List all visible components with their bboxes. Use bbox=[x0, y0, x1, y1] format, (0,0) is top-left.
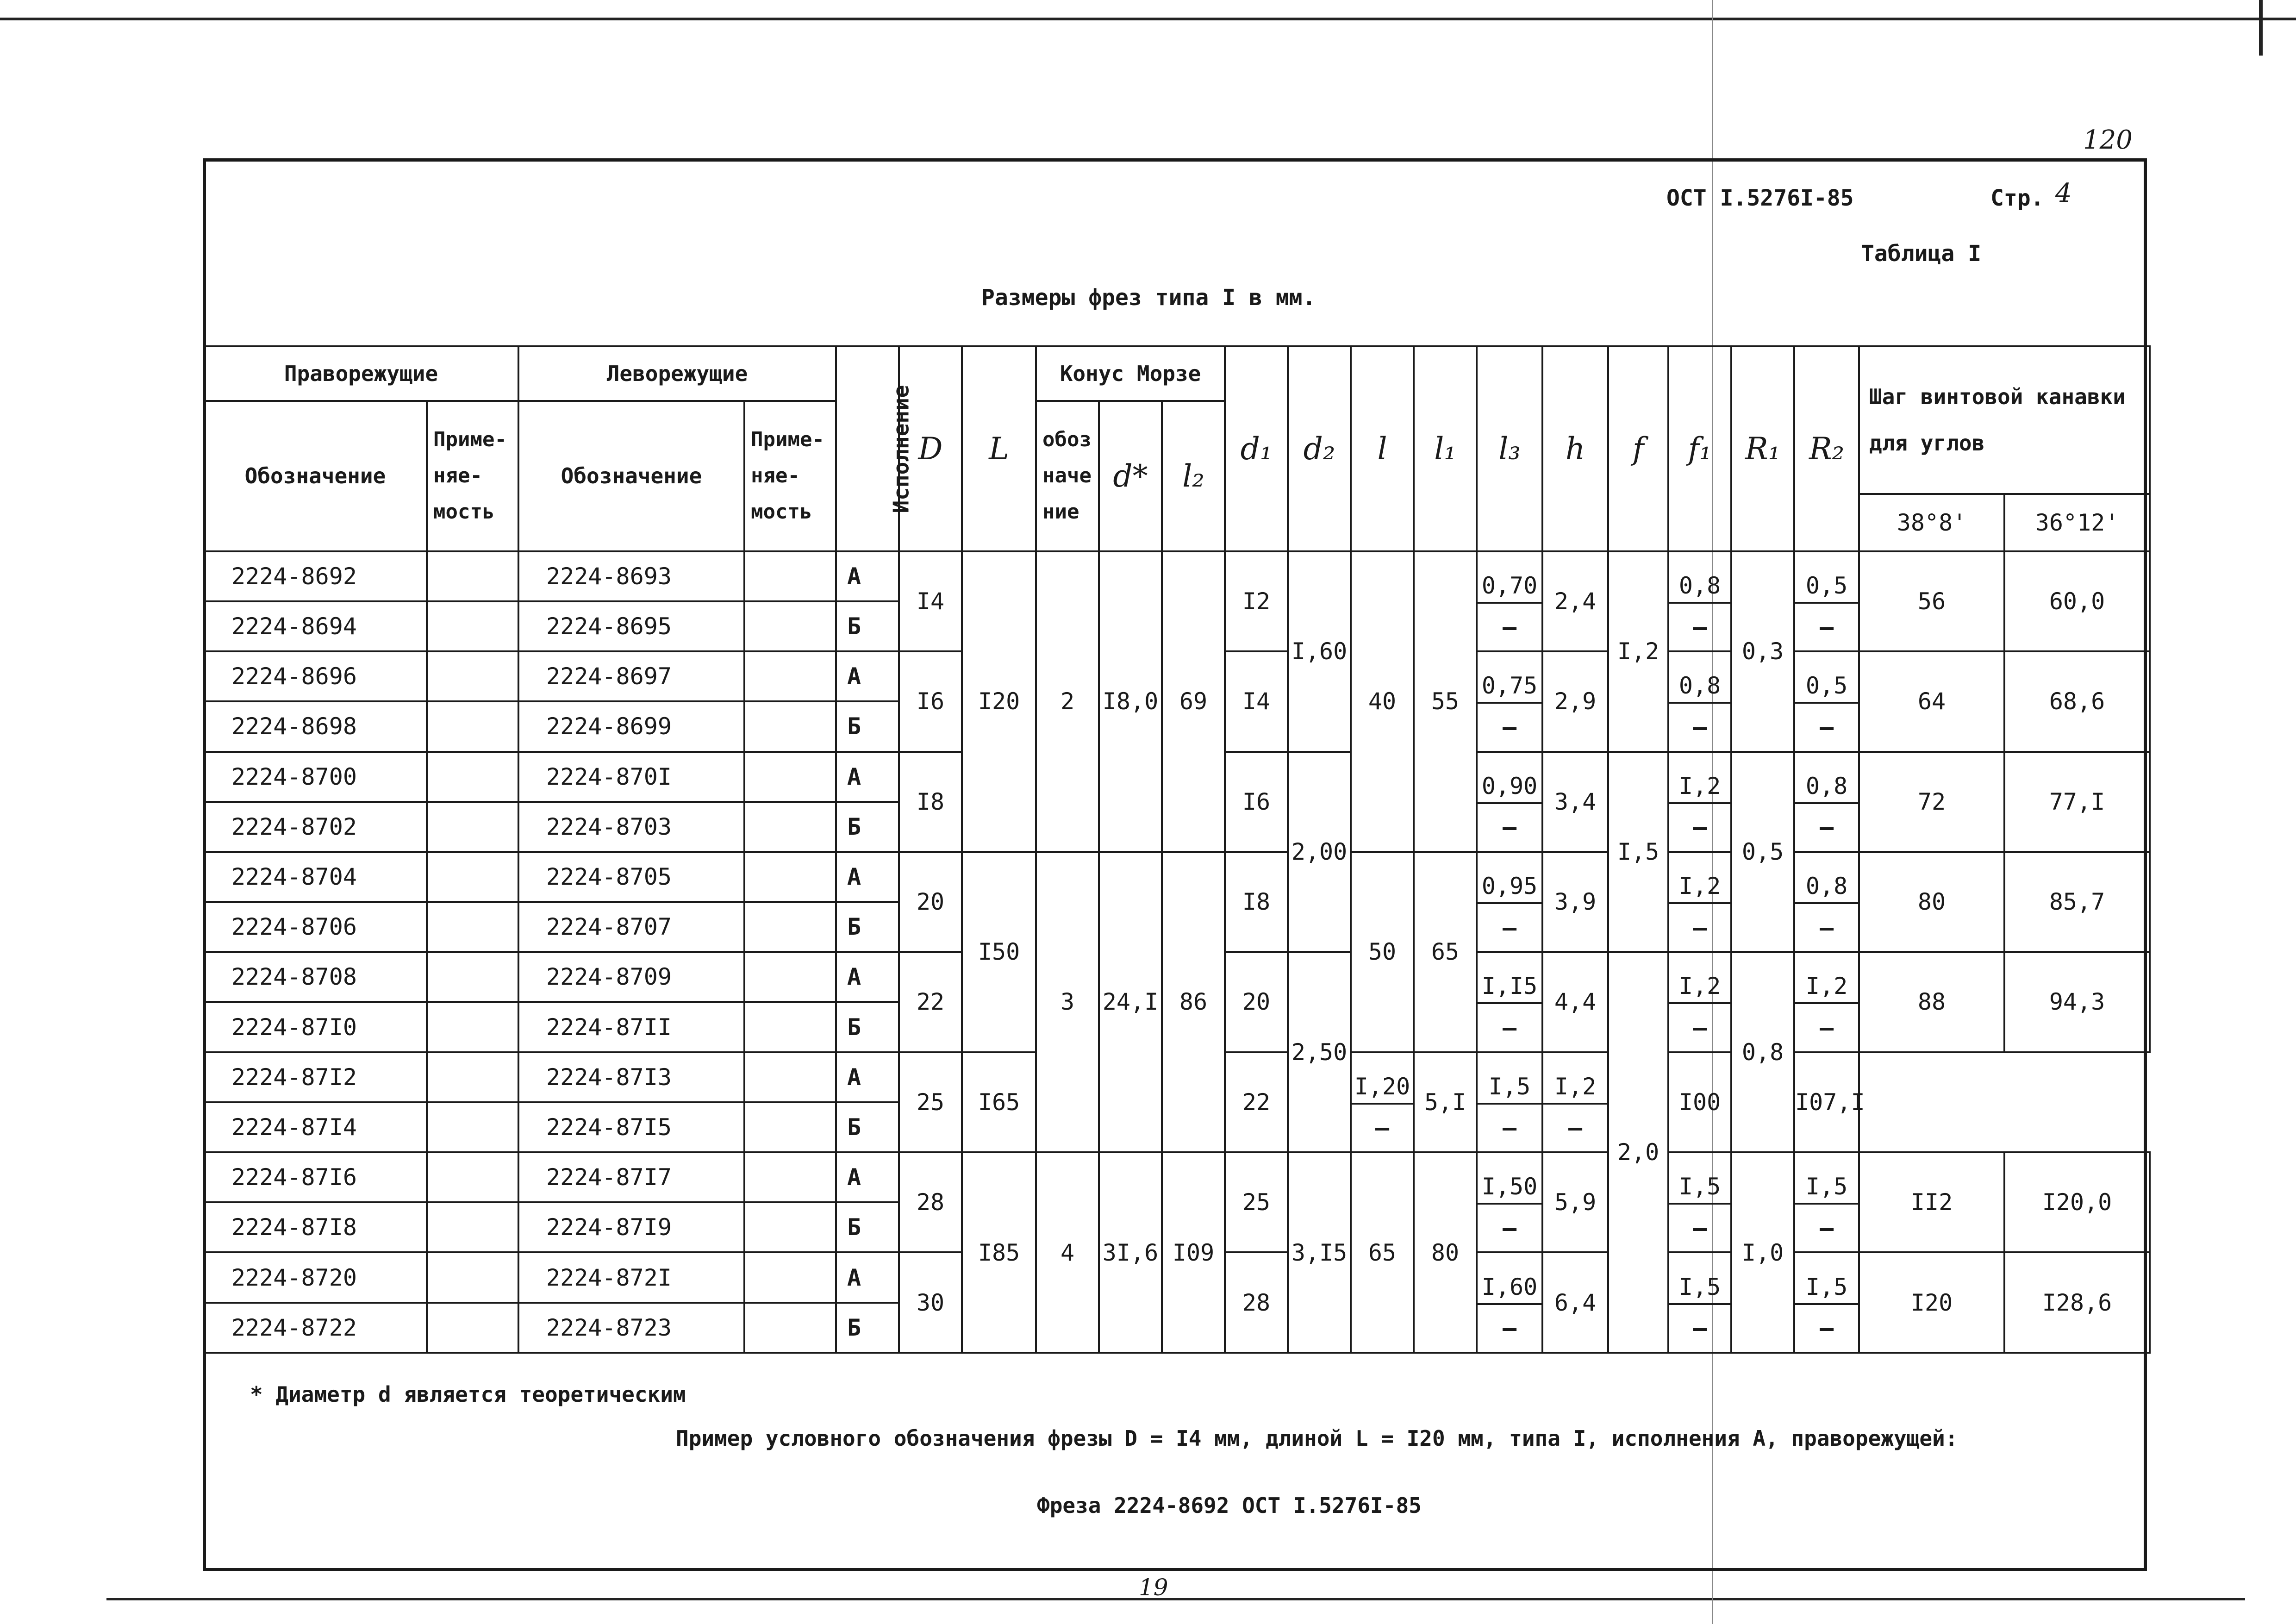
value-f1 bbox=[1668, 1152, 1731, 1252]
right-designation: 2224-8692 bbox=[204, 551, 427, 601]
value-l: 65 bbox=[1351, 1152, 1414, 1353]
left-designation: 2224-87II bbox=[518, 1002, 744, 1052]
header-d1: d₁ bbox=[1225, 346, 1288, 551]
right-designation: 2224-8694 bbox=[204, 601, 427, 651]
execution: А bbox=[836, 1052, 899, 1102]
value-d2: 2,50 bbox=[1288, 952, 1351, 1152]
right-designation: 2224-87I4 bbox=[204, 1102, 427, 1152]
designation-example-text: Пример условного обозначения фрезы D = I4 мм, длиной L = I20 мм, типа I, исполнения А, праворежущей: bbox=[676, 1426, 1958, 1451]
value-R1: I,0 bbox=[1731, 1152, 1794, 1353]
scan-top-rule bbox=[0, 18, 2296, 20]
value-D: I8 bbox=[899, 752, 962, 852]
R2-dash: – bbox=[1568, 1114, 1583, 1142]
page-label: Стр. bbox=[1990, 185, 2044, 211]
right-applicability bbox=[427, 952, 518, 1002]
f1-top: I,5 bbox=[1478, 1053, 1541, 1105]
f1-top: 0,8 bbox=[1669, 552, 1730, 604]
l3-dash: – bbox=[1502, 914, 1517, 941]
value-l3 bbox=[1477, 551, 1542, 651]
value-L: I20 bbox=[962, 551, 1036, 852]
l3-top: 0,75 bbox=[1478, 652, 1541, 704]
f1-dash: – bbox=[1692, 613, 1707, 641]
header-f: f bbox=[1608, 346, 1668, 551]
value-d-star: 3I,6 bbox=[1099, 1152, 1162, 1353]
value-pitch-1: 56 bbox=[1859, 551, 2004, 651]
value-f1 bbox=[1668, 651, 1731, 751]
l3-top: I,50 bbox=[1478, 1153, 1541, 1205]
header-l2: l₂ bbox=[1162, 401, 1225, 551]
right-designation: 2224-87I0 bbox=[204, 1002, 427, 1052]
left-applicability bbox=[744, 1303, 836, 1353]
l3-dash: – bbox=[1502, 1315, 1517, 1342]
R2-top: 0,5 bbox=[1795, 652, 1858, 704]
header-pitch: Шаг винтовой канавки для углов bbox=[1859, 346, 2150, 494]
header-right-cut: Праворежущие bbox=[204, 346, 518, 401]
header-R2: R₂ bbox=[1794, 346, 1859, 551]
right-applicability bbox=[427, 1052, 518, 1102]
l3-top: I,20 bbox=[1352, 1053, 1413, 1105]
f1-dash: – bbox=[1692, 814, 1707, 841]
f1-top: I,2 bbox=[1669, 853, 1730, 904]
l3-top: 0,95 bbox=[1478, 853, 1541, 904]
right-designation: 2224-87I2 bbox=[204, 1052, 427, 1102]
value-l: 40 bbox=[1351, 551, 1414, 852]
value-D: 20 bbox=[899, 852, 962, 952]
right-applicability bbox=[427, 601, 518, 651]
value-R2 bbox=[1794, 852, 1859, 952]
value-d2: 2,00 bbox=[1288, 752, 1351, 952]
value-pitch-2: 77,I bbox=[2004, 752, 2150, 852]
left-applicability bbox=[744, 1102, 836, 1152]
value-R2 bbox=[1794, 752, 1859, 852]
right-applicability bbox=[427, 1152, 518, 1202]
execution: А bbox=[836, 651, 899, 701]
right-applicability bbox=[427, 701, 518, 751]
header-R1: R₁ bbox=[1731, 346, 1794, 551]
left-designation: 2224-8695 bbox=[518, 601, 744, 651]
value-morse: 4 bbox=[1036, 1152, 1099, 1353]
header-h: h bbox=[1542, 346, 1608, 551]
f1-top: I,2 bbox=[1669, 753, 1730, 804]
right-designation: 2224-8708 bbox=[204, 952, 427, 1002]
left-designation: 2224-8699 bbox=[518, 701, 744, 751]
left-applicability bbox=[744, 601, 836, 651]
value-pitch-1: 72 bbox=[1859, 752, 2004, 852]
value-d1: I6 bbox=[1225, 752, 1288, 852]
value-f: 2,0 bbox=[1608, 952, 1668, 1353]
R2-dash: – bbox=[1819, 814, 1834, 841]
right-applicability bbox=[427, 551, 518, 601]
execution: А bbox=[836, 551, 899, 601]
f1-top: I,5 bbox=[1669, 1253, 1730, 1305]
right-designation: 2224-8698 bbox=[204, 701, 427, 751]
value-f1 bbox=[1668, 1252, 1731, 1353]
l3-dash: – bbox=[1502, 814, 1517, 841]
R2-dash: – bbox=[1819, 1214, 1834, 1242]
left-applicability bbox=[744, 1052, 836, 1102]
value-f1 bbox=[1668, 852, 1731, 952]
standard-number: ОСТ I.5276I-85 bbox=[1666, 185, 1854, 211]
left-applicability bbox=[744, 1152, 836, 1202]
value-R2 bbox=[1794, 1152, 1859, 1252]
table-title: Размеры фрез типа I в мм. bbox=[981, 285, 1316, 311]
l3-top: I,I5 bbox=[1478, 953, 1541, 1004]
value-d1: I4 bbox=[1225, 651, 1288, 751]
value-pitch-1: I00 bbox=[1668, 1052, 1731, 1152]
left-designation: 2224-8705 bbox=[518, 852, 744, 902]
R2-top: 0,5 bbox=[1795, 552, 1858, 604]
table-label: Таблица I bbox=[1861, 241, 1982, 267]
value-l2: 69 bbox=[1162, 551, 1225, 852]
f1-dash: – bbox=[1692, 713, 1707, 741]
value-h: 3,9 bbox=[1542, 852, 1608, 952]
value-pitch-1: 80 bbox=[1859, 852, 2004, 952]
value-L: I65 bbox=[962, 1052, 1036, 1152]
right-designation: 2224-8700 bbox=[204, 752, 427, 802]
value-d-star: I8,0 bbox=[1099, 551, 1162, 852]
value-f1 bbox=[1668, 952, 1731, 1052]
R2-dash: – bbox=[1819, 613, 1834, 641]
header-right-designation: Обозначение bbox=[204, 401, 427, 551]
value-l3 bbox=[1477, 1252, 1542, 1353]
value-l2: I09 bbox=[1162, 1152, 1225, 1353]
value-pitch-2: I20,0 bbox=[2004, 1152, 2150, 1252]
left-designation: 2224-8723 bbox=[518, 1303, 744, 1353]
value-l2: 86 bbox=[1162, 852, 1225, 1152]
execution: Б bbox=[836, 802, 899, 852]
value-R2 bbox=[1794, 1252, 1859, 1353]
left-applicability bbox=[744, 1252, 836, 1302]
left-applicability bbox=[744, 802, 836, 852]
value-D: I4 bbox=[899, 551, 962, 651]
R2-top: 0,8 bbox=[1795, 853, 1858, 904]
f1-dash: – bbox=[1692, 1315, 1707, 1342]
value-d-star: 24,I bbox=[1099, 852, 1162, 1152]
value-h: 2,9 bbox=[1542, 651, 1608, 751]
designation-example: Фреза 2224-8692 ОСТ I.5276I-85 bbox=[1037, 1493, 1422, 1518]
right-applicability bbox=[427, 1303, 518, 1353]
f1-top: 0,8 bbox=[1669, 652, 1730, 704]
header-execution bbox=[836, 346, 914, 551]
value-pitch-2: I07,I bbox=[1794, 1052, 1859, 1152]
l3-dash: – bbox=[1502, 713, 1517, 741]
right-designation: 2224-8696 bbox=[204, 651, 427, 701]
right-designation: 2224-8702 bbox=[204, 802, 427, 852]
value-h: 5,9 bbox=[1542, 1152, 1608, 1252]
value-pitch-1: 88 bbox=[1859, 952, 2004, 1052]
value-h: 6,4 bbox=[1542, 1252, 1608, 1353]
value-R2 bbox=[1794, 651, 1859, 751]
value-D: 25 bbox=[899, 1052, 962, 1152]
left-applicability bbox=[744, 551, 836, 601]
value-h: 2,4 bbox=[1542, 551, 1608, 651]
execution: Б bbox=[836, 601, 899, 651]
value-d1: 25 bbox=[1225, 1152, 1288, 1252]
value-l1: 55 bbox=[1414, 551, 1477, 852]
R2-dash: – bbox=[1819, 914, 1834, 941]
value-h: 4,4 bbox=[1542, 952, 1608, 1052]
header-l: l bbox=[1351, 346, 1414, 551]
value-l: 50 bbox=[1351, 852, 1414, 1052]
R2-top: I,2 bbox=[1795, 953, 1858, 1004]
execution: А bbox=[836, 1252, 899, 1302]
l3-top: 0,70 bbox=[1478, 552, 1541, 604]
left-designation: 2224-872I bbox=[518, 1252, 744, 1302]
footnote: * Диаметр d является теоретическим bbox=[250, 1382, 686, 1407]
value-l3 bbox=[1477, 752, 1542, 852]
value-R2 bbox=[1794, 551, 1859, 651]
header-D: D bbox=[899, 346, 962, 551]
R2-dash: – bbox=[1819, 713, 1834, 741]
f1-top: I,2 bbox=[1669, 953, 1730, 1004]
value-R1: 0,3 bbox=[1731, 551, 1794, 752]
left-designation: 2224-87I9 bbox=[518, 1202, 744, 1252]
value-D: 30 bbox=[899, 1252, 962, 1353]
value-D: 22 bbox=[899, 952, 962, 1052]
R2-dash: – bbox=[1819, 1014, 1834, 1042]
header-angle-2: 36°12' bbox=[2004, 494, 2150, 551]
left-applicability bbox=[744, 852, 836, 902]
header-left-cut: Леворежущие bbox=[518, 346, 836, 401]
l3-top: I,60 bbox=[1478, 1253, 1541, 1305]
l3-dash: – bbox=[1502, 1014, 1517, 1042]
value-pitch-2: 85,7 bbox=[2004, 852, 2150, 952]
execution: Б bbox=[836, 1102, 899, 1152]
header-morse-designation: обоз наче ние bbox=[1036, 401, 1099, 551]
value-R2 bbox=[1794, 952, 1859, 1052]
value-f1 bbox=[1668, 551, 1731, 651]
scan-bottom-rule bbox=[106, 1598, 2245, 1600]
header-angle-1: 38°8' bbox=[1859, 494, 2004, 551]
value-pitch-2: 68,6 bbox=[2004, 651, 2150, 751]
f1-dash: – bbox=[1692, 914, 1707, 941]
R2-top: 0,8 bbox=[1795, 753, 1858, 804]
right-designation: 2224-8722 bbox=[204, 1303, 427, 1353]
right-designation: 2224-87I8 bbox=[204, 1202, 427, 1252]
value-pitch-2: 94,3 bbox=[2004, 952, 2150, 1052]
value-l3 bbox=[1477, 952, 1542, 1052]
value-L: I50 bbox=[962, 852, 1036, 1052]
corner-number: 120 bbox=[2083, 125, 2133, 155]
execution-label: Исполнение bbox=[888, 385, 914, 513]
header-l3: l₃ bbox=[1477, 346, 1542, 551]
header-left-designation: Обозначение bbox=[518, 401, 744, 551]
header-L: L bbox=[962, 346, 1036, 551]
header-d-star: d* bbox=[1099, 401, 1162, 551]
execution: А bbox=[836, 1152, 899, 1202]
value-pitch-2: I28,6 bbox=[2004, 1252, 2150, 1353]
header-morse-taper: Конус Морзе bbox=[1036, 346, 1225, 401]
right-applicability bbox=[427, 651, 518, 701]
value-d2: 3,I5 bbox=[1288, 1152, 1351, 1353]
dimensions-table bbox=[203, 345, 2151, 1354]
execution: Б bbox=[836, 902, 899, 952]
left-designation: 2224-8697 bbox=[518, 651, 744, 701]
right-applicability bbox=[427, 1252, 518, 1302]
left-designation: 2224-87I3 bbox=[518, 1052, 744, 1102]
value-f1 bbox=[1477, 1052, 1542, 1152]
left-designation: 2224-87I7 bbox=[518, 1152, 744, 1202]
value-l1: 65 bbox=[1414, 852, 1477, 1052]
value-L: I85 bbox=[962, 1152, 1036, 1353]
value-morse: 2 bbox=[1036, 551, 1099, 852]
left-applicability bbox=[744, 902, 836, 952]
l3-top: 0,90 bbox=[1478, 753, 1541, 804]
execution: Б bbox=[836, 1303, 899, 1353]
execution: Б bbox=[836, 701, 899, 751]
value-d1: 28 bbox=[1225, 1252, 1288, 1353]
value-R1: 0,5 bbox=[1731, 752, 1794, 952]
right-applicability bbox=[427, 902, 518, 952]
value-pitch-1: 64 bbox=[1859, 651, 2004, 751]
value-d2: I,60 bbox=[1288, 551, 1351, 752]
f1-top: I,5 bbox=[1669, 1153, 1730, 1205]
right-designation: 2224-8706 bbox=[204, 902, 427, 952]
scan-side-rule bbox=[2259, 0, 2263, 56]
value-f1 bbox=[1668, 752, 1731, 852]
right-designation: 2224-8720 bbox=[204, 1252, 427, 1302]
l3-dash: – bbox=[1502, 1214, 1517, 1242]
value-d1: 20 bbox=[1225, 952, 1288, 1052]
left-designation: 2224-87I5 bbox=[518, 1102, 744, 1152]
header-d2: d₂ bbox=[1288, 346, 1351, 551]
header-right-applicability: Приме- няе- мость bbox=[427, 401, 518, 551]
right-applicability bbox=[427, 1002, 518, 1052]
value-R1: 0,8 bbox=[1731, 952, 1794, 1152]
left-applicability bbox=[744, 651, 836, 701]
value-d1: I2 bbox=[1225, 551, 1288, 651]
left-designation: 2224-8693 bbox=[518, 551, 744, 601]
value-D: I6 bbox=[899, 651, 962, 751]
execution: Б bbox=[836, 1002, 899, 1052]
value-f: I,5 bbox=[1608, 752, 1668, 952]
right-applicability bbox=[427, 1202, 518, 1252]
left-applicability bbox=[744, 952, 836, 1002]
value-h: 5,I bbox=[1414, 1052, 1477, 1152]
value-h: 3,4 bbox=[1542, 752, 1608, 852]
left-applicability bbox=[744, 701, 836, 751]
value-l3 bbox=[1477, 1152, 1542, 1252]
left-designation: 2224-8709 bbox=[518, 952, 744, 1002]
l3-dash: – bbox=[1502, 613, 1517, 641]
execution: А bbox=[836, 952, 899, 1002]
f1-dash: – bbox=[1502, 1114, 1517, 1142]
R2-top: I,5 bbox=[1795, 1253, 1858, 1305]
footer-page-number: 19 bbox=[1139, 1574, 1168, 1601]
page-number: 4 bbox=[2055, 178, 2072, 208]
value-morse: 3 bbox=[1036, 852, 1099, 1152]
value-d1: 22 bbox=[1225, 1052, 1288, 1152]
value-D: 28 bbox=[899, 1152, 962, 1252]
right-applicability bbox=[427, 1102, 518, 1152]
f1-dash: – bbox=[1692, 1214, 1707, 1242]
left-applicability bbox=[744, 752, 836, 802]
left-applicability bbox=[744, 1002, 836, 1052]
header-l1: l₁ bbox=[1414, 346, 1477, 551]
R2-dash: – bbox=[1819, 1315, 1834, 1342]
right-applicability bbox=[427, 802, 518, 852]
header-f1: f₁ bbox=[1668, 346, 1731, 551]
value-pitch-1: I20 bbox=[1859, 1252, 2004, 1353]
right-designation: 2224-87I6 bbox=[204, 1152, 427, 1202]
execution: Б bbox=[836, 1202, 899, 1252]
execution: А bbox=[836, 852, 899, 902]
left-designation: 2224-8707 bbox=[518, 902, 744, 952]
left-applicability bbox=[744, 1202, 836, 1252]
execution: А bbox=[836, 752, 899, 802]
value-pitch-2: 60,0 bbox=[2004, 551, 2150, 651]
value-d1: I8 bbox=[1225, 852, 1288, 952]
header-left-applicability: Приме- няе- мость bbox=[744, 401, 836, 551]
right-applicability bbox=[427, 752, 518, 802]
R2-top: I,2 bbox=[1543, 1053, 1607, 1105]
value-l3 bbox=[1477, 852, 1542, 952]
value-R2 bbox=[1542, 1052, 1608, 1152]
value-pitch-1: II2 bbox=[1859, 1152, 2004, 1252]
value-l3 bbox=[1351, 1052, 1414, 1152]
left-designation: 2224-870I bbox=[518, 752, 744, 802]
l3-dash: – bbox=[1375, 1114, 1390, 1142]
right-designation: 2224-8704 bbox=[204, 852, 427, 902]
right-applicability bbox=[427, 852, 518, 902]
value-l1: 80 bbox=[1414, 1152, 1477, 1353]
R2-top: I,5 bbox=[1795, 1153, 1858, 1205]
f1-dash: – bbox=[1692, 1014, 1707, 1042]
left-designation: 2224-8703 bbox=[518, 802, 744, 852]
value-f: I,2 bbox=[1608, 551, 1668, 752]
value-l3 bbox=[1477, 651, 1542, 751]
